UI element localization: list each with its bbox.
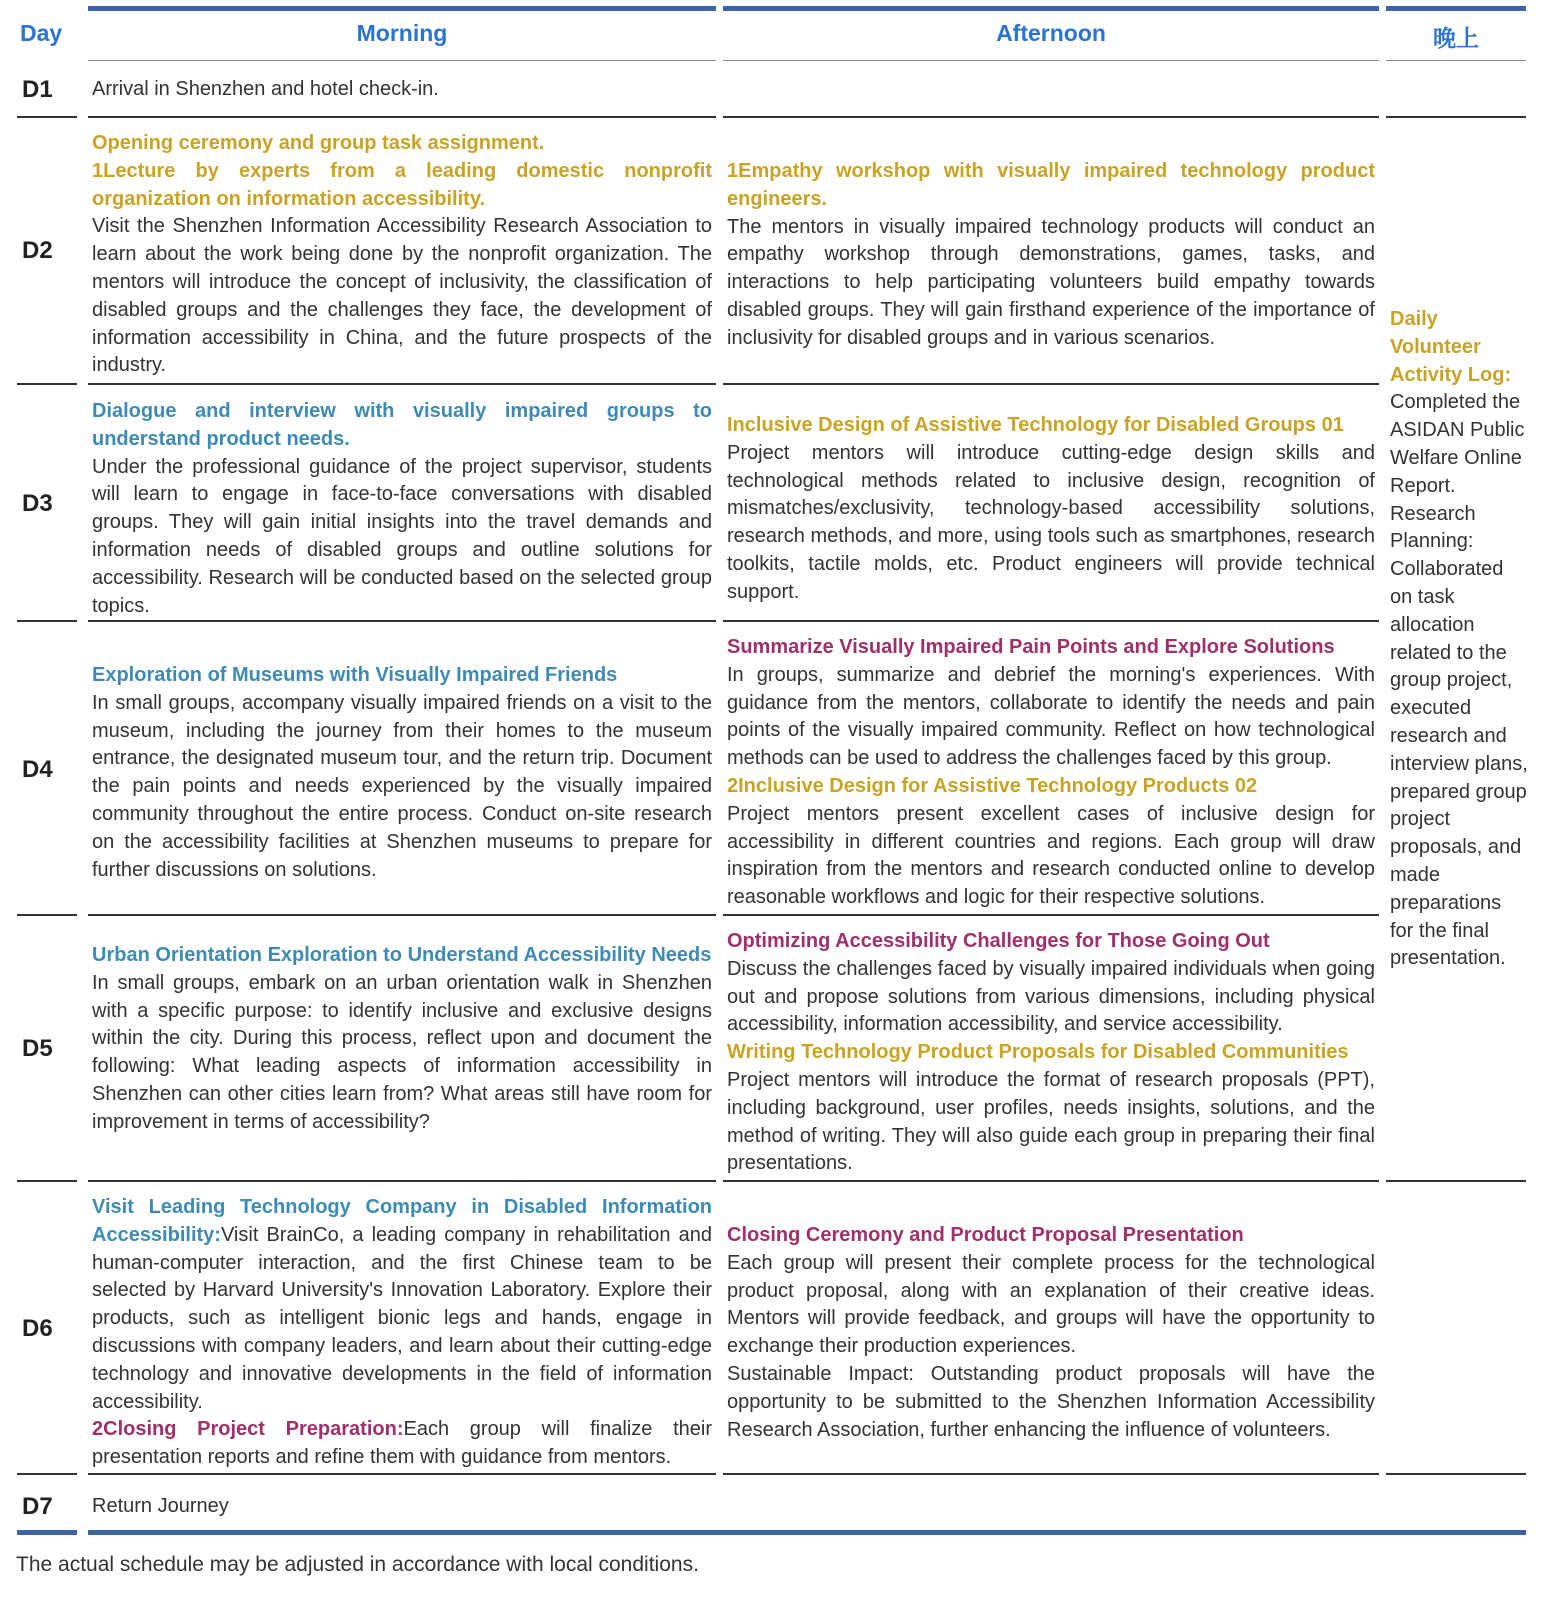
divider: [88, 383, 716, 385]
divider: [17, 1473, 77, 1475]
d6-afternoon-body2: Sustainable Impact: Outstanding product proposals will have the opportunity to be submitted to the Shenzhen Information Accessibility Research Association, further enhancing the influence of volunteers.: [727, 1362, 1375, 1441]
bottom-bar-day: [17, 1530, 77, 1535]
header-evening: 晚上: [1433, 25, 1479, 51]
divider: [17, 620, 77, 622]
header-afternoon: Afternoon: [996, 20, 1106, 46]
evening-log-title: Daily Volunteer Activity Log:: [1390, 308, 1512, 386]
divider: [88, 60, 716, 61]
d4-morning-body: In small groups, accompany visually impaired friends on a visit to the museum, including the journey from their homes to the museum entrance, the designated museum tour, and the return trip. Document the pain points and needs experienced by the visually impaired community throughout the entire process. Conduct on-site research on the accessibility facilities at Shenzhen museums to prepare for further discussions on solutions.: [92, 691, 712, 881]
divider: [723, 1473, 1379, 1475]
divider: [1386, 60, 1526, 61]
d4-afternoon-title2: 2Inclusive Design for Assistive Technology Products 02: [727, 774, 1258, 797]
d2-afternoon-title: 1Empathy workshop with visually impaired technology product engineers.: [727, 160, 1375, 210]
footer-note: The actual schedule may be adjusted in accordance with local conditions.: [16, 1553, 699, 1576]
d2-afternoon: [727, 158, 1375, 353]
d5-afternoon: [727, 928, 1375, 1178]
evening-log: [1390, 306, 1530, 973]
d3-afternoon-title: Inclusive Design of Assistive Technology for Disabled Groups 01: [727, 414, 1344, 436]
d6-morning-para1: [92, 1194, 712, 1416]
divider: [88, 914, 716, 916]
day-label-d5: D5: [22, 1035, 53, 1062]
d5-afternoon-title2: Writing Technology Product Proposals for Disabled Communities: [727, 1041, 1349, 1064]
evening-log-body: Completed the ASIDAN Public Welfare Online Report. Research Planning: Collaborated on task allocation related to the group project, executed research and interview plans, prepared group project proposals, and made preparations for the final presentation.: [1390, 391, 1528, 970]
day-label-d4: D4: [22, 756, 53, 783]
d6-afternoon-body1: Each group will present their complete process for the technological product proposal, along with an explanation of their creative ideas. Mentors will provide feedback, and groups will have the opportunity to exchange their production experiences.: [727, 1251, 1375, 1358]
d2-afternoon-body: The mentors in visually impaired technology products will conduct an empathy workshop through demonstrations, games, tasks, and interactions to help participating volunteers build empathy towards disabled groups. They will gain firsthand experience of the importance of inclusivity for disabled groups and in various scenarios.: [727, 215, 1375, 349]
d6-morning-title2: 2Closing Project Preparation:: [92, 1418, 404, 1441]
d5-morning-title: Urban Orientation Exploration to Understand Accessibility Needs: [92, 944, 712, 966]
divider: [88, 116, 716, 118]
divider: [1386, 1473, 1526, 1475]
divider: [723, 914, 1379, 916]
d4-morning-title: Exploration of Museums with Visually Impaired Friends: [92, 664, 618, 686]
divider: [88, 1473, 716, 1475]
divider: [1386, 116, 1526, 118]
d3-afternoon-body: Project mentors will introduce cutting-edge design skills and technological methods related to inclusive design, recognition of mismatches/exclusivity, technology-based accessibility solutions, research methods, and more, using tools such as smartphones, research toolkits, tactile molds, etc. Product engineers will provide technical support.: [727, 441, 1375, 603]
divider: [17, 914, 77, 916]
d6-morning-body1: Visit BrainCo, a leading company in rehabilitation and human-computer interaction, and the first Chinese team to be selected by Harvard University's Innovation Laboratory. Explore their products, such as intelligent bionic legs and hands, engage in discussions with company leaders, and learn about their cutting-edge technology and innovative developments in the field of information accessibility.: [92, 1223, 712, 1413]
d5-afternoon-body2: Project mentors will introduce the format of research proposals (PPT), including background, user profiles, needs insights, solutions, and the method of writing. They will also guide each group in preparing their final presentations.: [727, 1068, 1375, 1175]
d4-morning: [92, 662, 712, 884]
day-label-d1: D1: [22, 76, 53, 103]
divider: [723, 116, 1379, 118]
d1-morning: Arrival in Shenzhen and hotel check-in.: [92, 78, 439, 100]
d6-morning-title1: Visit Leading Technology Company in Disabled Information Accessibility:: [92, 1196, 712, 1246]
d2-morning-title1: Opening ceremony and group task assignment.: [92, 132, 545, 154]
d3-morning-title: Dialogue and interview with visually impaired groups to understand product needs.: [92, 400, 712, 450]
d5-afternoon-title1: Optimizing Accessibility Challenges for Those Going Out: [727, 930, 1270, 952]
divider: [17, 1180, 77, 1182]
d5-afternoon-body1: Discuss the challenges faced by visually impaired individuals when going out and propose solutions from various dimensions, including physical accessibility, information accessibility, and service accessibility.: [727, 957, 1375, 1036]
header-bar-morning: [88, 6, 716, 11]
divider: [17, 383, 77, 385]
header-morning: Morning: [356, 20, 448, 46]
d4-afternoon-body1: In groups, summarize and debrief the morning's experiences. With guidance from the mentors, collaborate to identify the needs and pain points of the visually impaired community. Reflect on how technological methods can be used to address the challenges faced by this group.: [727, 663, 1375, 770]
d6-afternoon-title: Closing Ceremony and Product Proposal Presentation: [727, 1224, 1244, 1246]
d6-morning-body2: Each group will finalize their presentation reports and refine them with guidance from mentors.: [92, 1418, 712, 1469]
d3-morning: [92, 398, 712, 620]
d4-afternoon: [727, 634, 1375, 912]
divider: [723, 383, 1379, 385]
d3-afternoon: [727, 412, 1375, 607]
header-bar-evening: [1386, 6, 1526, 11]
day-label-d2: D2: [22, 237, 53, 264]
d4-afternoon-title1: Summarize Visually Impaired Pain Points and Explore Solutions: [727, 636, 1335, 658]
d4-afternoon-body2: Project mentors present excellent cases of inclusive design for accessibility in different countries and regions. Each group will draw inspiration from the mentors and research conducted online to develop reasonable workflows and logic for their respective solutions.: [727, 802, 1375, 909]
bottom-bar-table: [88, 1530, 1526, 1535]
divider: [723, 60, 1379, 61]
d6-afternoon: [727, 1222, 1375, 1444]
divider: [1386, 1180, 1526, 1182]
header-bar-afternoon: [723, 6, 1379, 11]
d6-morning-para2: [92, 1416, 712, 1472]
divider: [723, 620, 1379, 622]
divider: [17, 116, 77, 118]
divider: [88, 1180, 716, 1182]
d2-morning: [92, 130, 712, 380]
d3-morning-body: Under the professional guidance of the project supervisor, students will learn to engage in face-to-face conversations with disabled groups. They will gain initial insights into the travel demands and information needs of disabled groups and outline solutions for accessibility. Research will be conducted based on the selected group topics.: [92, 455, 712, 617]
day-label-d6: D6: [22, 1315, 53, 1342]
d7-morning: Return Journey: [92, 1495, 229, 1517]
d6-morning: [92, 1194, 712, 1472]
d2-morning-body: Visit the Shenzhen Information Accessibility Research Association to learn about the work being done by the nonprofit organization. The mentors will introduce the concept of inclusivity, the classification of disabled groups and the challenges they face, the development of information accessibility in China, and the future prospects of the industry.: [92, 215, 712, 377]
day-label-d3: D3: [22, 490, 53, 517]
header-day: Day: [20, 20, 63, 46]
divider: [723, 1180, 1379, 1182]
d5-morning-body: In small groups, embark on an urban orientation walk in Shenzhen with a specific purpose: to identify inclusive and exclusive designs within the city. During this process, reflect upon and document the following: What leading aspects of information accessibility in Shenzhen can other cities learn from? What areas still have room for improvement in terms of accessibility?: [92, 971, 712, 1133]
d2-morning-title2: 1Lecture by experts from a leading domestic nonprofit organization on information accessibility.: [92, 159, 712, 210]
d5-morning: [92, 942, 712, 1137]
day-label-d7: D7: [22, 1493, 53, 1520]
